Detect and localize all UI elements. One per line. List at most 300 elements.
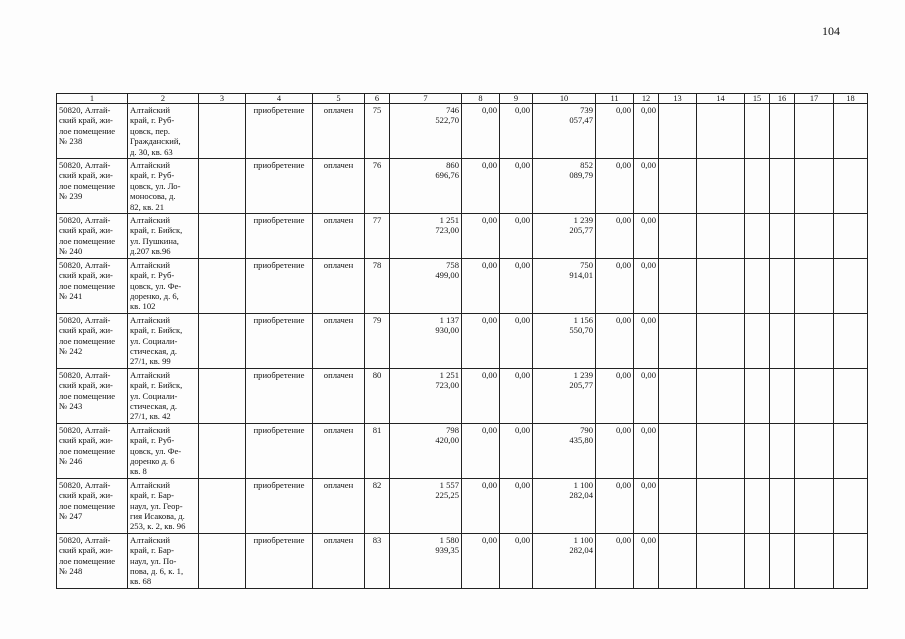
cell-line: 1 100 (573, 534, 593, 545)
cell-col-13 (659, 104, 697, 159)
cell-line: край, г. Руб- (130, 115, 175, 126)
cell-line: ул. Социали- (130, 335, 178, 346)
cell-col-6: 76 (365, 159, 390, 214)
cell-col-11: 0,00 (596, 258, 634, 313)
cell-col-7 (390, 423, 462, 478)
cell-col-12: 0,00 (634, 423, 659, 478)
cell-line: 27/1, кв. 99 (130, 356, 171, 367)
cell-line: край, г. Бийск, (130, 225, 183, 236)
cell-col-3 (199, 423, 246, 478)
cell-line: д. 30, кв. 63 (130, 146, 173, 157)
cell-col-18 (834, 533, 868, 588)
cell-col-11: 0,00 (596, 533, 634, 588)
cell-col-2 (128, 313, 199, 368)
cell-line: 282,04 (569, 490, 593, 501)
cell-line: Алтайский (130, 424, 170, 435)
cell-col-10 (533, 258, 596, 313)
cell-col-2 (128, 214, 199, 259)
cell-line: лое помещение (59, 555, 116, 566)
column-number-9: 9 (500, 94, 533, 104)
cell-col-14 (697, 368, 745, 423)
cell-line: ский край, жи- (59, 115, 113, 126)
cell-line: кв. 68 (130, 576, 152, 587)
cell-line: 50820, Алтай- (59, 160, 111, 171)
cell-col-18 (834, 159, 868, 214)
cell-line: 205,77 (569, 225, 593, 236)
cell-col-4: приобретение (246, 214, 313, 259)
cell-col-11: 0,00 (596, 313, 634, 368)
cell-line: наул, ул. По- (130, 555, 177, 566)
cell-line: № 241 (59, 290, 83, 301)
cell-line: 82, кв. 21 (130, 201, 165, 212)
cell-line: 723,00 (435, 380, 459, 391)
cell-line: № 240 (59, 246, 83, 257)
cell-col-9: 0,00 (500, 214, 533, 259)
cell-col-2 (128, 258, 199, 313)
cell-line: 253, к. 2, кв. 96 (130, 521, 186, 532)
column-number-15: 15 (745, 94, 770, 104)
cell-col-10 (533, 478, 596, 533)
cell-col-16 (770, 478, 795, 533)
cell-line: 1 137 (439, 314, 459, 325)
cell-line: 550,70 (569, 325, 593, 336)
cell-line: 739 (580, 105, 593, 115)
cell-col-10 (533, 159, 596, 214)
cell-col-1 (57, 313, 128, 368)
cell-line: Алтайский (130, 105, 170, 115)
cell-col-14 (697, 214, 745, 259)
cell-col-3 (199, 214, 246, 259)
cell-col-18 (834, 214, 868, 259)
cell-col-13 (659, 159, 697, 214)
cell-line: кв. 102 (130, 301, 156, 312)
cell-line: край, г. Бийск, (130, 325, 183, 336)
cell-col-17 (795, 258, 834, 313)
cell-col-2 (128, 104, 199, 159)
cell-line: лое помещение (59, 180, 116, 191)
cell-col-10 (533, 104, 596, 159)
cell-line: Алтайский (130, 259, 170, 270)
cell-col-15 (745, 533, 770, 588)
cell-col-3 (199, 159, 246, 214)
cell-col-3 (199, 533, 246, 588)
cell-line: ул. Социали- (130, 390, 178, 401)
cell-col-8: 0,00 (462, 258, 500, 313)
cell-line: 27/1, кв. 42 (130, 411, 171, 422)
cell-line: цовск, пер. (130, 125, 171, 136)
cell-line: 723,00 (435, 225, 459, 236)
cell-col-2 (128, 423, 199, 478)
cell-col-9: 0,00 (500, 423, 533, 478)
cell-col-13 (659, 214, 697, 259)
cell-col-12: 0,00 (634, 258, 659, 313)
cell-col-5: оплачен (313, 258, 365, 313)
cell-col-1 (57, 104, 128, 159)
cell-col-3 (199, 104, 246, 159)
cell-col-4: приобретение (246, 313, 313, 368)
table-row (57, 478, 868, 533)
cell-col-7 (390, 214, 462, 259)
cell-col-7 (390, 533, 462, 588)
cell-line: 420,00 (435, 435, 459, 446)
cell-line: ский край, жи- (59, 325, 113, 336)
cell-col-4: приобретение (246, 368, 313, 423)
cell-col-9: 0,00 (500, 368, 533, 423)
cell-col-12: 0,00 (634, 368, 659, 423)
cell-col-12: 0,00 (634, 313, 659, 368)
cell-line: 1 557 (439, 479, 459, 490)
cell-col-14 (697, 313, 745, 368)
cell-col-18 (834, 478, 868, 533)
cell-line: 696,76 (435, 170, 459, 181)
cell-line: 750 (580, 259, 593, 270)
cell-line: лое помещение (59, 390, 116, 401)
cell-col-15 (745, 104, 770, 159)
cell-col-9: 0,00 (500, 104, 533, 159)
cell-line: ский край, жи- (59, 490, 113, 501)
cell-col-1 (57, 214, 128, 259)
cell-line: 860 (446, 160, 459, 171)
cell-col-12: 0,00 (634, 159, 659, 214)
cell-col-8: 0,00 (462, 313, 500, 368)
cell-col-10 (533, 368, 596, 423)
cell-line: 914,01 (569, 270, 593, 281)
cell-col-10 (533, 313, 596, 368)
cell-col-1 (57, 533, 128, 588)
page-number: 104 (822, 24, 840, 38)
cell-line: 746 (446, 105, 459, 115)
cell-line: д.207 кв.96 (130, 246, 171, 257)
cell-line: № 247 (59, 511, 83, 522)
cell-line: 790 (580, 424, 593, 435)
table-body (57, 104, 868, 589)
cell-line: Алтайский (130, 369, 170, 380)
cell-col-12: 0,00 (634, 214, 659, 259)
table-row (57, 533, 868, 588)
cell-col-4: приобретение (246, 478, 313, 533)
table-row (57, 214, 868, 259)
cell-line: пова, д. 6, к. 1, (130, 566, 184, 577)
cell-col-16 (770, 313, 795, 368)
cell-col-7 (390, 104, 462, 159)
cell-col-3 (199, 313, 246, 368)
cell-col-11: 0,00 (596, 423, 634, 478)
cell-col-6: 80 (365, 368, 390, 423)
cell-line: моносова, д. (130, 191, 176, 202)
cell-line: ский край, жи- (59, 170, 113, 181)
cell-line: ский край, жи- (59, 380, 113, 391)
column-number-3: 3 (199, 94, 246, 104)
cell-col-13 (659, 478, 697, 533)
column-number-11: 11 (596, 94, 634, 104)
cell-line: 1 156 (573, 314, 593, 325)
cell-line: ский край, жи- (59, 545, 113, 556)
cell-col-13 (659, 313, 697, 368)
column-number-18: 18 (834, 94, 868, 104)
cell-line: Алтайский (130, 479, 170, 490)
cell-line: лое помещение (59, 500, 116, 511)
cell-line: № 246 (59, 456, 83, 466)
cell-col-5: оплачен (313, 533, 365, 588)
cell-col-17 (795, 423, 834, 478)
column-number-14: 14 (697, 94, 745, 104)
cell-col-14 (697, 533, 745, 588)
cell-col-8: 0,00 (462, 533, 500, 588)
cell-line: цовск, ул. Ло- (130, 180, 181, 191)
cell-col-16 (770, 258, 795, 313)
cell-col-13 (659, 423, 697, 478)
cell-line: 205,77 (569, 380, 593, 391)
cell-col-7 (390, 258, 462, 313)
cell-col-16 (770, 423, 795, 478)
cell-col-6: 79 (365, 313, 390, 368)
cell-col-4: приобретение (246, 104, 313, 159)
cell-col-5: оплачен (313, 478, 365, 533)
cell-line: лое помещение (59, 125, 116, 136)
cell-col-15 (745, 478, 770, 533)
cell-line: 798 (446, 424, 459, 435)
cell-col-3 (199, 368, 246, 423)
cell-col-11: 0,00 (596, 214, 634, 259)
cell-col-14 (697, 104, 745, 159)
cell-line: 435,80 (569, 435, 593, 446)
cell-line: ский край, жи- (59, 225, 113, 236)
cell-line: край, г. Руб- (130, 170, 175, 181)
cell-col-10 (533, 214, 596, 259)
cell-line: 225,25 (435, 490, 459, 501)
cell-line: лое помещение (59, 235, 116, 246)
column-number-row (57, 94, 868, 104)
cell-col-18 (834, 423, 868, 478)
cell-col-8: 0,00 (462, 478, 500, 533)
cell-col-8: 0,00 (462, 423, 500, 478)
column-number-4: 4 (246, 94, 313, 104)
cell-col-6: 78 (365, 258, 390, 313)
cell-col-17 (795, 533, 834, 588)
cell-col-7 (390, 313, 462, 368)
cell-line: лое помещение (59, 280, 116, 291)
cell-line: край, г. Руб- (130, 435, 175, 446)
table-row (57, 104, 868, 159)
table-row (57, 368, 868, 423)
cell-col-17 (795, 104, 834, 159)
column-number-1: 1 (57, 94, 128, 104)
column-number-10: 10 (533, 94, 596, 104)
cell-line: 50820, Алтай- (59, 105, 111, 115)
cell-col-18 (834, 313, 868, 368)
cell-col-17 (795, 313, 834, 368)
register-table (56, 93, 868, 589)
cell-col-10 (533, 533, 596, 588)
table-row (57, 313, 868, 368)
column-number-2: 2 (128, 94, 199, 104)
cell-line: 50820, Алтай- (59, 314, 111, 325)
cell-col-6: 82 (365, 478, 390, 533)
cell-col-1 (57, 258, 128, 313)
cell-line: № 239 (59, 191, 83, 202)
cell-col-15 (745, 368, 770, 423)
cell-col-8: 0,00 (462, 214, 500, 259)
column-number-17: 17 (795, 94, 834, 104)
table-row (57, 258, 868, 313)
cell-col-9: 0,00 (500, 258, 533, 313)
cell-line: № 238 (59, 136, 83, 147)
cell-col-1 (57, 368, 128, 423)
cell-col-11: 0,00 (596, 368, 634, 423)
cell-line: 057,47 (569, 115, 593, 126)
cell-col-9: 0,00 (500, 478, 533, 533)
cell-col-11: 0,00 (596, 478, 634, 533)
cell-line: край, г. Бар- (130, 490, 174, 501)
cell-col-15 (745, 313, 770, 368)
cell-col-14 (697, 258, 745, 313)
cell-col-18 (834, 104, 868, 159)
cell-col-3 (199, 478, 246, 533)
cell-col-6: 77 (365, 214, 390, 259)
column-number-12: 12 (634, 94, 659, 104)
cell-line: 930,00 (435, 325, 459, 336)
column-number-8: 8 (462, 94, 500, 104)
cell-line: 50820, Алтай- (59, 479, 111, 490)
cell-col-4: приобретение (246, 159, 313, 214)
cell-col-4: приобретение (246, 258, 313, 313)
cell-col-11: 0,00 (596, 159, 634, 214)
cell-col-7 (390, 368, 462, 423)
cell-line: Алтайский (130, 215, 170, 226)
cell-col-12: 0,00 (634, 478, 659, 533)
cell-col-17 (795, 214, 834, 259)
cell-col-15 (745, 159, 770, 214)
cell-col-5: оплачен (313, 159, 365, 214)
cell-col-1 (57, 159, 128, 214)
cell-col-9: 0,00 (500, 159, 533, 214)
cell-line: 1 251 (439, 369, 459, 380)
cell-col-16 (770, 533, 795, 588)
cell-col-7 (390, 159, 462, 214)
cell-col-12: 0,00 (634, 104, 659, 159)
cell-col-13 (659, 533, 697, 588)
cell-line: стическая, д. (130, 345, 177, 356)
cell-col-9: 0,00 (500, 533, 533, 588)
cell-line: № 248 (59, 566, 83, 577)
cell-col-6: 81 (365, 423, 390, 478)
cell-line: цовск, ул. Фе- (130, 280, 182, 291)
cell-col-2 (128, 368, 199, 423)
cell-line: гия Исакова, д. (130, 511, 185, 522)
cell-line: доренко, д. 6, (130, 290, 179, 301)
cell-col-13 (659, 258, 697, 313)
cell-line: ул. Пушкина, (130, 235, 179, 246)
cell-line: 50820, Алтай- (59, 215, 111, 226)
cell-line: 1 580 (439, 534, 459, 545)
cell-col-5: оплачен (313, 313, 365, 368)
cell-line: 50820, Алтай- (59, 369, 111, 380)
cell-col-7 (390, 478, 462, 533)
cell-line: 1 251 (439, 215, 459, 226)
cell-col-16 (770, 159, 795, 214)
column-number-16: 16 (770, 94, 795, 104)
cell-line: цовск, ул. Фе- (130, 445, 182, 456)
cell-col-16 (770, 104, 795, 159)
cell-line: край, г. Бийск, (130, 380, 183, 391)
cell-line: 852 (580, 160, 593, 171)
cell-line: 1 239 (573, 215, 593, 226)
cell-col-15 (745, 258, 770, 313)
cell-col-5: оплачен (313, 104, 365, 159)
column-number-5: 5 (313, 94, 365, 104)
cell-col-17 (795, 368, 834, 423)
cell-line: 758 (446, 259, 459, 270)
cell-col-17 (795, 478, 834, 533)
column-number-13: 13 (659, 94, 697, 104)
cell-line: доренко д. 6 (130, 456, 175, 466)
cell-col-14 (697, 159, 745, 214)
cell-line: 1 239 (573, 369, 593, 380)
cell-line: Алтайский (130, 314, 170, 325)
cell-line: лое помещение (59, 335, 116, 346)
cell-col-1 (57, 423, 128, 478)
cell-line: ский край, жи- (59, 435, 113, 446)
cell-col-18 (834, 258, 868, 313)
cell-col-5: оплачен (313, 214, 365, 259)
cell-line: 1 100 (573, 479, 593, 490)
cell-col-8: 0,00 (462, 104, 500, 159)
cell-col-2 (128, 533, 199, 588)
cell-col-16 (770, 214, 795, 259)
cell-line: стическая, д. (130, 400, 177, 411)
column-number-6: 6 (365, 94, 390, 104)
cell-col-4: приобретение (246, 423, 313, 478)
cell-line: край, г. Руб- (130, 270, 175, 281)
cell-line: 089,79 (569, 170, 593, 181)
cell-col-5: оплачен (313, 368, 365, 423)
cell-col-14 (697, 423, 745, 478)
cell-line: Алтайский (130, 534, 170, 545)
cell-col-9: 0,00 (500, 313, 533, 368)
cell-col-3 (199, 258, 246, 313)
cell-line: № 242 (59, 345, 83, 356)
cell-line: 282,04 (569, 545, 593, 556)
cell-col-13 (659, 368, 697, 423)
cell-col-8: 0,00 (462, 159, 500, 214)
cell-line: 939,35 (435, 545, 459, 556)
cell-col-4: приобретение (246, 533, 313, 588)
cell-col-14 (697, 478, 745, 533)
cell-line: лое помещение (59, 445, 116, 456)
column-number-7: 7 (390, 94, 462, 104)
cell-col-10 (533, 423, 596, 478)
cell-col-5: оплачен (313, 423, 365, 478)
cell-line: ский край, жи- (59, 270, 113, 281)
cell-line: Алтайский (130, 160, 170, 171)
cell-line: наул, ул. Геор- (130, 500, 183, 511)
cell-col-16 (770, 368, 795, 423)
cell-col-17 (795, 159, 834, 214)
cell-col-15 (745, 214, 770, 259)
cell-col-8: 0,00 (462, 368, 500, 423)
cell-line: Гражданский, (130, 136, 181, 147)
cell-col-2 (128, 159, 199, 214)
cell-col-18 (834, 368, 868, 423)
table-row (57, 423, 868, 478)
cell-line: 499,00 (435, 270, 459, 281)
cell-col-12: 0,00 (634, 533, 659, 588)
cell-line: 50820, Алтай- (59, 259, 111, 270)
cell-col-6: 83 (365, 533, 390, 588)
cell-line: край, г. Бар- (130, 545, 174, 556)
cell-line: 522,70 (435, 115, 459, 126)
cell-col-2 (128, 478, 199, 533)
